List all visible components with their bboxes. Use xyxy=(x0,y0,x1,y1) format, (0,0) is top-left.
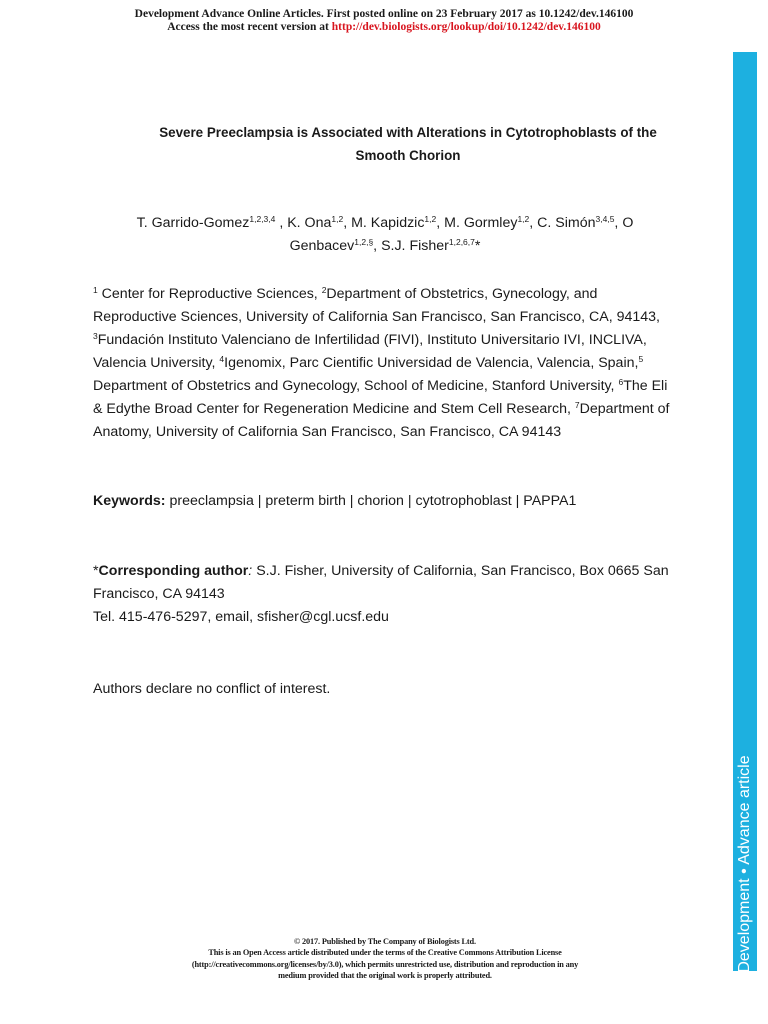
affiliation-number: 7 xyxy=(574,400,580,410)
title-line-2: Smooth Chorion xyxy=(355,148,461,163)
license-line: This is an Open Access article distributed under the terms of the Creative Commons Attribution License xyxy=(208,948,562,958)
copyright-line: © 2017. Published by The Company of Biologists Ltd. xyxy=(294,937,476,946)
author-separator: , xyxy=(529,215,538,231)
author-separator: , xyxy=(614,215,623,231)
author-name: O Genbacev xyxy=(289,215,634,254)
access-notice-prefix: Access the most recent version at xyxy=(167,21,332,33)
affiliation-number: 2 xyxy=(321,285,327,295)
affiliations xyxy=(93,283,678,444)
author-affiliation-marks: 1,2,§ xyxy=(354,237,374,247)
title-line-1: Severe Preeclampsia is Associated with Alterations in Cytotrophoblasts of the xyxy=(159,125,657,140)
affiliation-number: 4 xyxy=(219,354,225,364)
author xyxy=(537,215,622,231)
author-affiliation-marks: 1,2 xyxy=(424,214,437,224)
license-line: (http://creativecommons.org/licenses/by/3.0), which permits unrestricted use, distribution and reproduction in any xyxy=(191,959,579,969)
author-affiliation-marks: 1,2,3,4 xyxy=(249,214,276,224)
author-separator: , xyxy=(275,215,288,231)
author-affiliation-marks: 1,2,6,7 xyxy=(448,237,475,247)
author-separator: , xyxy=(343,215,352,231)
author-name: M. Kapidzic xyxy=(351,215,425,231)
doi-link[interactable]: http://dev.biologists.org/lookup/doi/10.1242/dev.146100 xyxy=(331,21,601,33)
author-affiliation-marks: 1,2 xyxy=(517,214,530,224)
author xyxy=(444,215,537,231)
author-name: T. Garrido-Gomez xyxy=(136,215,250,231)
keywords xyxy=(93,490,678,513)
affiliation-number: 1 xyxy=(93,285,98,295)
license-footer xyxy=(100,936,670,982)
affiliation-text: The Eli & Edythe Broad Center for Regeneration Medicine and Stem Cell Research, xyxy=(93,378,668,417)
author xyxy=(137,215,288,231)
preprint-header xyxy=(0,8,768,34)
author-affiliation-marks: 1,2 xyxy=(331,214,344,224)
corresponding-author-label: Corresponding author xyxy=(98,563,249,579)
corresponding-address-text: S.J. Fisher, University of California, San Francisco, Box 0665 San Francisco, CA 94143 xyxy=(93,563,669,602)
author-separator: * xyxy=(474,238,481,254)
author-list xyxy=(110,212,660,258)
author-affiliation-marks: 3,4,5 xyxy=(595,214,615,224)
keywords-label: Keywords: xyxy=(93,493,166,509)
author-name: S.J. Fisher xyxy=(381,238,449,254)
corresponding-author-address xyxy=(93,560,678,606)
conflict-of-interest: Authors declare no conflict of interest. xyxy=(93,681,331,697)
corresponding-author xyxy=(93,560,678,629)
author-separator: , xyxy=(373,238,382,254)
affiliation-number: 6 xyxy=(618,377,624,387)
author-separator: , xyxy=(436,215,445,231)
keywords-list: preeclampsia | preterm birth | chorion | cytotrophoblast | PAPPA1 xyxy=(165,493,577,509)
affiliation-text: Fundación Instituto Valenciano de Infertilidad (FIVI), Instituto Universitario IVI, INCLIVA, Valencia University, xyxy=(93,332,647,371)
license-line: medium provided that the original work is properly attributed. xyxy=(278,971,492,981)
corresponding-contact: Tel. 415-476-5297, email, sfisher@cgl.ucsf.edu xyxy=(93,609,389,625)
affiliation-number: 3 xyxy=(93,331,98,341)
access-notice xyxy=(0,21,768,34)
affiliation-text: Center for Reproductive Sciences, xyxy=(97,286,322,302)
author-name: M. Gormley xyxy=(444,215,518,231)
sidebar-label: Development • Advance article xyxy=(736,755,753,973)
article-title xyxy=(118,121,698,167)
affiliation-text: Department of Obstetrics, Gynecology, and Reproductive Sciences, University of California San Francisco, San Francisco, CA, 94143, xyxy=(93,286,660,325)
posting-notice: Development Advance Online Articles. First posted online on 23 February 2017 as 10.1242/dev.146100 xyxy=(134,8,634,20)
author xyxy=(287,215,351,231)
author xyxy=(381,238,480,254)
affiliation-text: Department of Anatomy, University of California San Francisco, San Francisco, CA 94143 xyxy=(93,401,670,440)
affiliation-number: 5 xyxy=(638,354,644,364)
affiliation-text: Igenomix, Parc Cientific Universidad de Valencia, Valencia, Spain, xyxy=(224,355,639,371)
corresponding-star: * xyxy=(93,563,99,579)
author-name: K. Ona xyxy=(287,215,332,231)
author-name: C. Simón xyxy=(537,215,596,231)
author xyxy=(351,215,444,231)
affiliation-text: Department of Obstetrics and Gynecology, School of Medicine, Stanford University, xyxy=(93,378,619,394)
corresponding-colon: : xyxy=(248,563,253,579)
